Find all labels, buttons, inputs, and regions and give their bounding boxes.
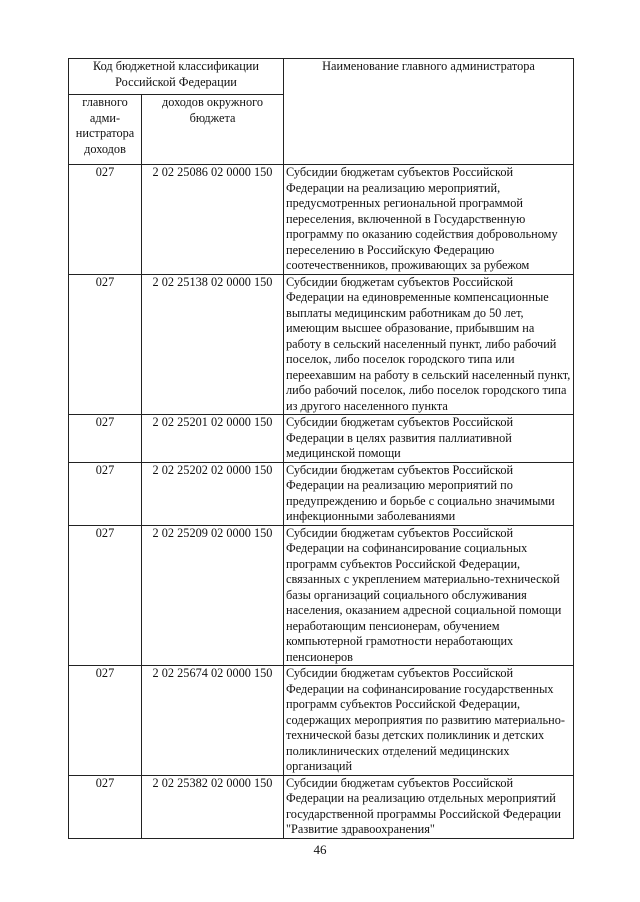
table-row [69, 274, 574, 415]
admin-name-cell: Субсидии бюджетам субъектов Российской Федерации в целях развития паллиативной медицинской помощи [284, 415, 574, 463]
admin-name-cell: Субсидии бюджетам субъектов Российской Федерации на реализацию отдельных мероприятий государственной программы Российской Федерации "Развитие здравоохранения" [284, 775, 574, 838]
header-row-1 [69, 59, 574, 95]
admin-code-cell: 027 [69, 666, 142, 776]
admin-name-cell: Субсидии бюджетам субъектов Российской Федерации на реализацию мероприятий, предусмотренных региональной программой переселения, включенной в Государственную программу по оказанию содействия добровольному переселению в Российскую Федерацию соотечественников, проживающих за рубежом [284, 165, 574, 275]
table-row [69, 462, 574, 525]
table-row [69, 775, 574, 838]
revenue-code-cell: 2 02 25202 02 0000 150 [142, 462, 284, 525]
admin-code-cell: 027 [69, 462, 142, 525]
table-row [69, 525, 574, 666]
header-admin-code-cell: главного адми-нистратора доходов [69, 95, 142, 165]
header-admin-name-cell: Наименование главного администратора [284, 59, 574, 165]
revenue-code-cell: 2 02 25382 02 0000 150 [142, 775, 284, 838]
admin-code-cell: 027 [69, 165, 142, 275]
admin-code-cell: 027 [69, 415, 142, 463]
page-number: 46 [313, 842, 327, 857]
revenue-code-cell: 2 02 25674 02 0000 150 [142, 666, 284, 776]
revenue-code-cell: 2 02 25201 02 0000 150 [142, 415, 284, 463]
header-revenue-code-cell: доходов окружного бюджета [142, 95, 284, 165]
admin-code-cell: 027 [69, 274, 142, 415]
admin-name-cell: Субсидии бюджетам субъектов Российской Федерации на единовременные компенсационные выплаты медицинским работникам до 50 лет, имеющим высшее образование, прибывшим на работу в сельский населенный пункт, либо рабочий поселок, либо поселок городского типа или переехавшим на работу в сельский населенный пункт, либо рабочий поселок, либо поселок городского типа из другого населенного пункта [284, 274, 574, 415]
admin-name-cell: Субсидии бюджетам субъектов Российской Федерации на софинансирование государственных программ субъектов Российской Федерации, содержащих мероприятия по развитию материально-технической базы детских поликлиник и детских поликлинических отделений медицинских организаций [284, 666, 574, 776]
table-row [69, 666, 574, 776]
revenue-code-cell: 2 02 25086 02 0000 150 [142, 165, 284, 275]
revenue-code-cell: 2 02 25209 02 0000 150 [142, 525, 284, 666]
admin-code-cell: 027 [69, 525, 142, 666]
header-group-cell: Код бюджетной классификации Российской Федерации [69, 59, 284, 95]
admin-name-cell: Субсидии бюджетам субъектов Российской Федерации на софинансирование социальных программ субъектов Российской Федерации, связанных с укреплением материально-технической базы организаций социального обслуживания населения, оказанием адресной социальной помощи неработающим пенсионерам, обучением компьютерной грамотности неработающих пенсионеров [284, 525, 574, 666]
table-row [69, 165, 574, 275]
budget-classification-table [68, 58, 574, 839]
revenue-code-cell: 2 02 25138 02 0000 150 [142, 274, 284, 415]
admin-name-cell: Субсидии бюджетам субъектов Российской Федерации на реализацию мероприятий по предупреждению и борьбе с социально значимыми инфекционными заболеваниями [284, 462, 574, 525]
admin-code-cell: 027 [69, 775, 142, 838]
table-row [69, 415, 574, 463]
